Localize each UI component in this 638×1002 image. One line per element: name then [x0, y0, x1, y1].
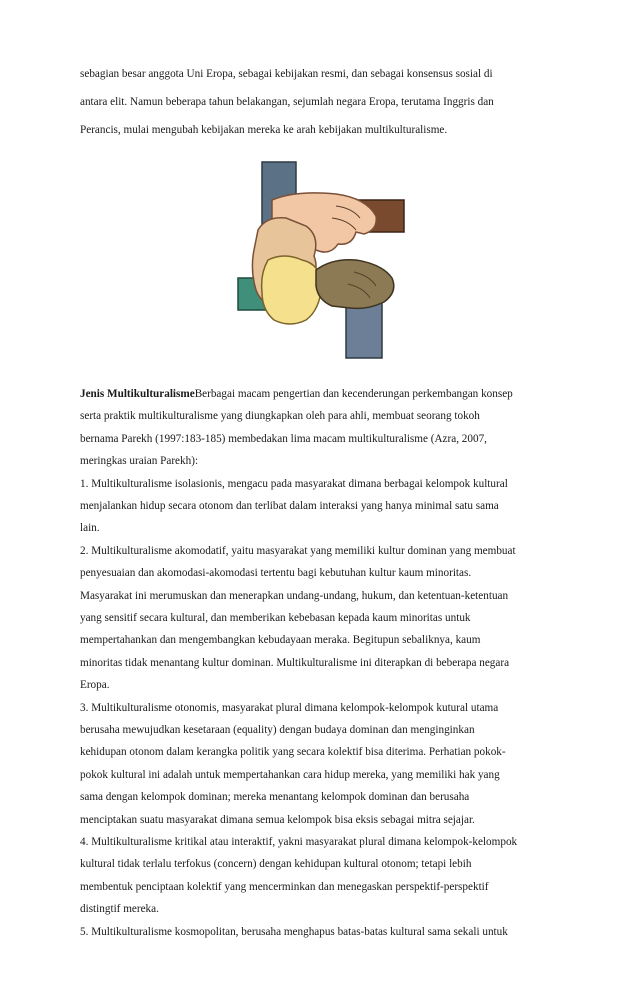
body-line: 3. Multikulturalisme otonomis, masyarakat plural dimana kelompok-kelompok kutural utama: [80, 701, 499, 714]
body-line: minoritas tidak menantang kultur dominan. Multikulturalisme ini diterapkan di beberapa negara: [80, 656, 510, 669]
body-line: kultural tidak terlalu terfokus (concern) dengan kehidupan kultural otonom; tetapi lebih: [80, 858, 472, 871]
body-line: meringkas uraian Parekh):: [80, 455, 199, 468]
body-line: 4. Multikulturalisme kritikal atau interaktif, yakni masyarakat plural dimana kelompok-kelompok: [80, 836, 518, 848]
body-line: distingtif mereka.: [80, 903, 159, 916]
body-line: kehidupan otonom dalam kerangka politik yang secara kolektif bisa diterima. Perhatian pokok-: [80, 746, 506, 759]
body-line: lain.: [80, 522, 100, 535]
body-line: sama dengan kelompok dominan; mereka menantang kelompok dominan dan berusaha: [80, 791, 470, 804]
body-line: Berbagai macam pengertian dan kecenderungan perkembangan konsep: [194, 388, 513, 400]
body-line: Eropa.: [80, 679, 110, 692]
intro-line: Perancis, mulai mengubah kebijakan mereka ke arah kebijakan multikulturalisme.: [80, 124, 448, 136]
body-line: 5. Multikulturalisme kosmopolitan, berusaha menghapus batas-batas kultural sama sekali untuk: [80, 925, 508, 938]
body-line: 2. Multikulturalisme akomodatif, yaitu masyarakat yang memiliki kultur dominan yang membuat: [80, 544, 516, 557]
body-line: penyesuaian dan akomodasi-akomodasi tertentu bagi kebutuhan kultur kaum minoritas.: [80, 567, 472, 580]
body-line: serta praktik multikulturalisme yang diungkapkan oleh para ahli, membuat seorang tokoh: [80, 410, 480, 423]
body-line-heading: [80, 388, 513, 400]
intro-line: sebagian besar anggota Uni Eropa, sebagai kebijakan resmi, dan sebagai konsensus sosial di: [80, 68, 493, 80]
body-line: menciptakan suatu masyarakat dimana semua kelompok bisa eksis sebagai mitra sejajar.: [80, 813, 475, 826]
body-line: menjalankan hidup secara otonom dan terlibat dalam interaksi yang hanya minimal satu sama: [80, 500, 499, 512]
intro-line: antara elit. Namun beberapa tahun belakangan, sejumlah negara Eropa, terutama Inggris dan: [80, 96, 494, 108]
body-line: mempertahankan dan mengembangkan kebudayaan meraka. Begitupun sebaliknya, kaum: [80, 634, 481, 647]
body-line: berusaha mewujudkan kesetaraan (equality) dengan budaya dominan dan menginginkan: [80, 724, 475, 736]
body-line: 1. Multikulturalisme isolasionis, mengacu pada masyarakat dimana berbagai kelompok kultural: [80, 477, 508, 490]
joined-hands-icon: [236, 160, 406, 360]
section-heading: Jenis Multikulturalisme: [80, 388, 195, 400]
body-line: membentuk penciptaan kolektif yang mencerminkan dan menegaskan perspektif-perspektif: [80, 880, 489, 893]
body-line: yang sensitif secara kultural, dan memberikan kebebasan kepada kaum minoritas untuk: [80, 612, 471, 624]
body-line: pokok kultural ini adalah untuk mempertahankan cara hidup mereka, yang memiliki hak yang: [80, 768, 500, 781]
body-line: Masyarakat ini merumuskan dan menerapkan undang-undang, hukum, dan ketentuan-ketentuan: [80, 589, 509, 602]
body-line: bernama Parekh (1997:183-185) membedakan lima macam multikulturalisme (Azra, 2007,: [80, 432, 487, 445]
